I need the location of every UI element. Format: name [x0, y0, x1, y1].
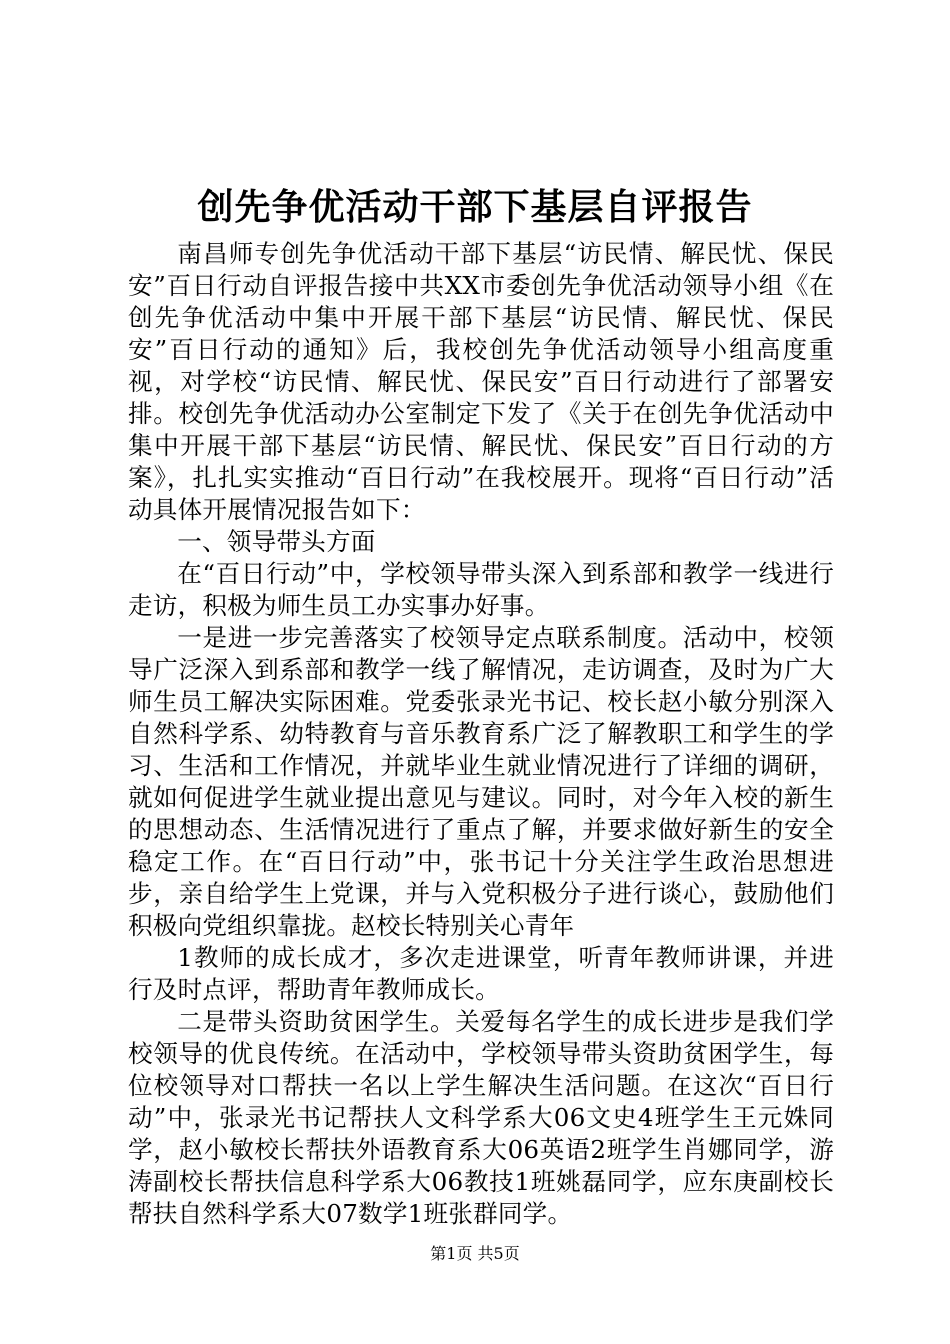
section-heading-leadership: 一、领导带头方面	[177, 527, 376, 556]
document-title: 创先争优活动干部下基层自评报告	[197, 186, 753, 228]
paragraph-point-one: 一是进一步完善落实了校领导定点联系制度。活动中，校领导广泛深入到系部和教学一线了解情况，走访调查，及时为广大师生员工解决实际困难。党委张录光书记、校长赵小敏分别深入自然科学系、幼特教育与音乐教育系广泛了解教职工和学生的学习、生活和工作情况，并就毕业生就业情况进行了详细的调研，就如何促进学生就业提出意见与建议。同时，对今年入校的新生的思想动态、生活情况进行了重点了解，并要求做好新生的安全稳定工作。在“百日行动”中，张书记十分关注学生政治思想进步，亲自给学生上党课，并与入党积极分子进行谈心，鼓励他们积极向党组织靠拢。赵校长特别关心青年	[128, 623, 834, 940]
page-number-footer: 第1页 共5页	[430, 1244, 520, 1263]
paragraph-leadership-summary: 在“百日行动”中，学校领导带头深入到系部和教学一线进行走访，积极为师生员工办实事办好事。	[128, 559, 834, 620]
paragraph-intro: 南昌师专创先争优活动干部下基层“访民情、解民忧、保民安”百日行动自评报告接中共XX市委创先争优活动领导小组《在创先争优活动中集中开展干部下基层“访民情、解民忧、保民安”百日行动的通知》后，我校创先争优活动领导小组高度重视，对学校“访民情、解民忧、保民安”百日行动进行了部署安排。校创先争优活动办公室制定下发了《关于在创先争优活动中集中开展干部下基层“访民情、解民忧、保民安”百日行动的方案》，扎扎实实推动“百日行动”在我校展开。现将“百日行动”活动具体开展情况报告如下：	[128, 239, 834, 524]
document-body	[128, 238, 834, 1230]
paragraph-point-two: 二是带头资助贫困学生。关爱每名学生的成长进步是我们学校领导的优良传统。在活动中，学校领导带头资助贫困学生，每位校领导对口帮扶一名以上学生解决生活问题。在这次“百日行动”中，张录光书记帮扶人文科学系大06文史4班学生王元姝同学，赵小敏校长帮扶外语教育系大06英语2班学生肖娜同学，游涛副校长帮扶信息科学系大06教技1班姚磊同学，应东庚副校长帮扶自然科学系大07数学1班张群同学。	[128, 1007, 834, 1228]
paragraph-point-one-continued: 1教师的成长成才，多次走进课堂，听青年教师讲课，并进行及时点评，帮助青年教师成长。	[128, 943, 834, 1004]
